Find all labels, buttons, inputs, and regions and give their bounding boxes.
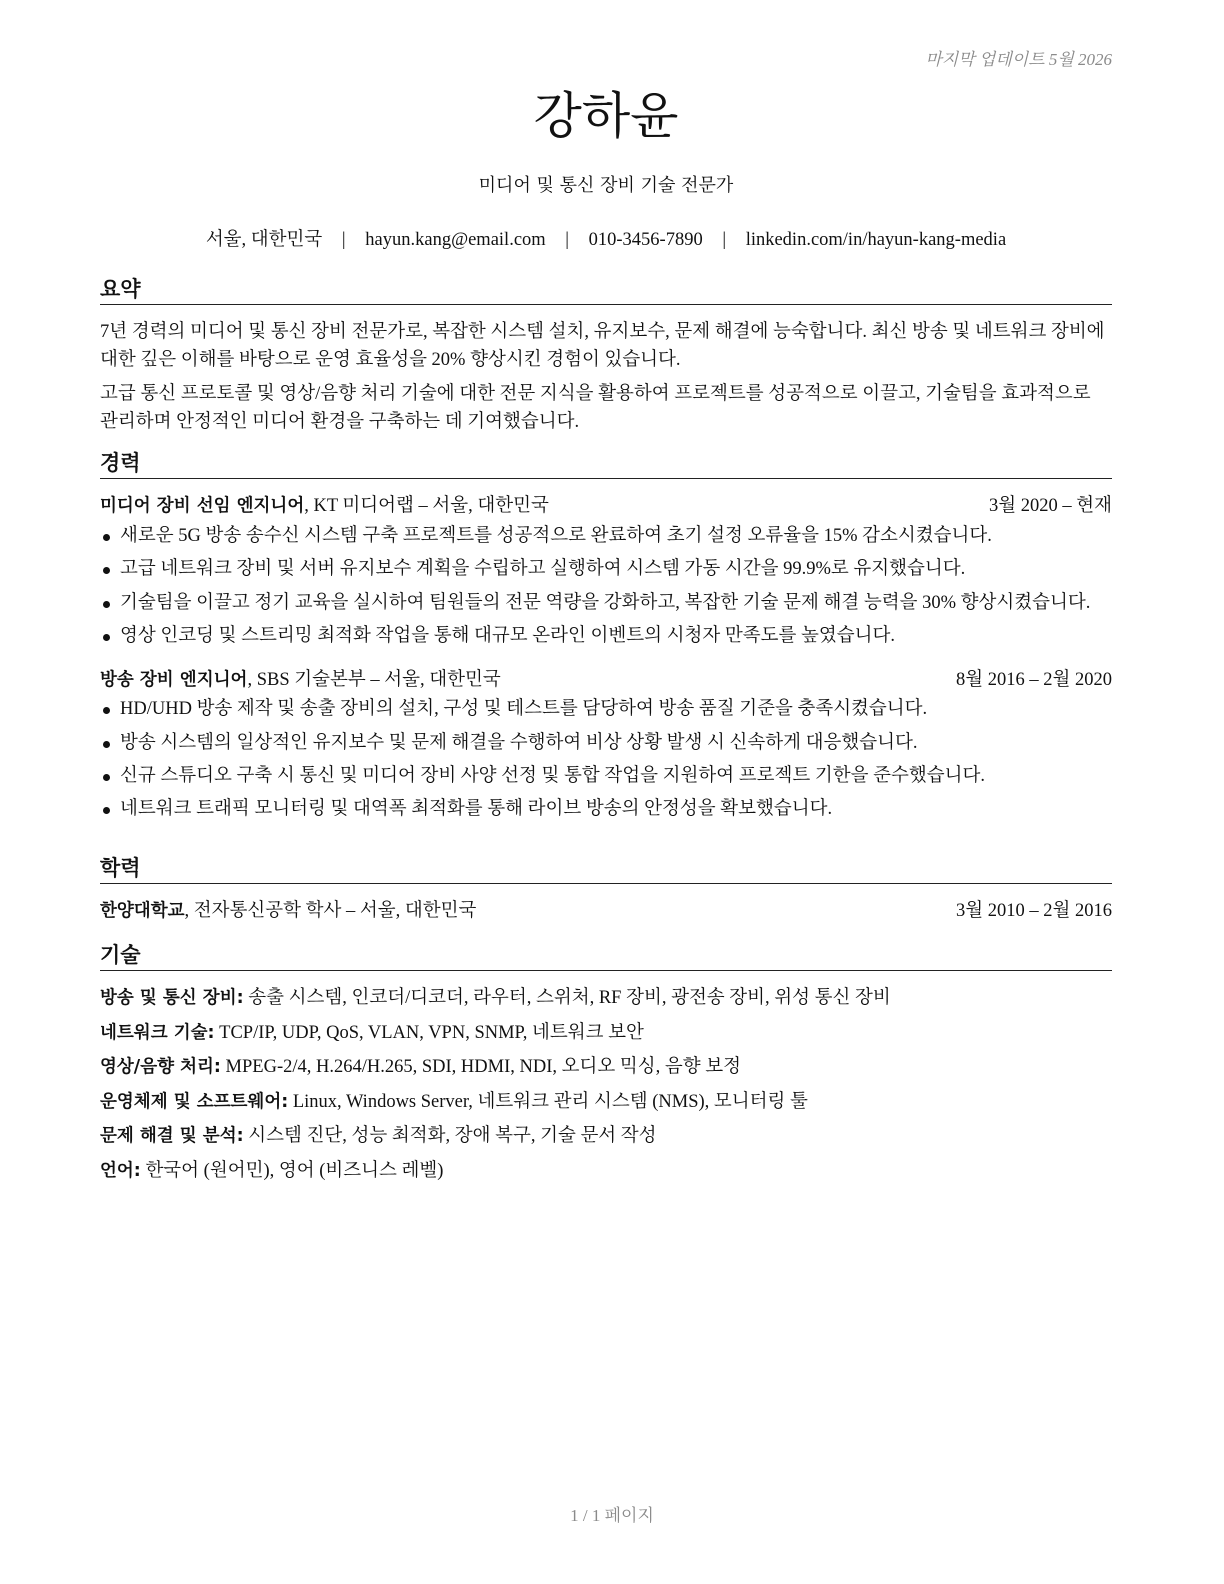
skill-value: Linux, Windows Server, 네트워크 관리 시스템 (NMS), 모니터링 툴 xyxy=(292,1091,808,1112)
job-bullet: 고급 네트워크 장비 및 서버 유지보수 계획을 수립하고 실행하여 시스템 가동 시간을 99.9%로 유지했습니다. xyxy=(100,556,1112,584)
skill-row xyxy=(100,985,1112,1013)
skill-value: TCP/IP, UDP, QoS, VLAN, VPN, SNMP, 네트워크 보안 xyxy=(219,1022,644,1043)
skill-row xyxy=(100,1123,1112,1151)
job-org: , SBS 기술본부 – 서울, 대한민국 xyxy=(247,669,501,690)
section-title-skills: 기술 xyxy=(100,942,1112,971)
contact-email[interactable]: hayun.kang@email.com xyxy=(365,230,546,250)
skill-row xyxy=(100,1089,1112,1117)
skill-label: 운영체제 및 소프트웨어: xyxy=(100,1091,289,1112)
job-entry xyxy=(100,493,1112,650)
page-indicator: 1 / 1 페이지 xyxy=(570,1506,654,1525)
education-detail: , 전자통신공학 학사 – 서울, 대한민국 xyxy=(184,901,477,922)
section-title-education: 학력 xyxy=(100,855,1112,884)
skill-label: 언어: xyxy=(100,1160,141,1181)
education-entry xyxy=(100,898,1112,926)
skill-value: 한국어 (원어민), 영어 (비즈니스 레벨) xyxy=(145,1160,444,1181)
job-bullet: 네트워크 트래픽 모니터링 및 대역폭 최적화를 통해 라이브 방송의 안정성을 확보했습니다. xyxy=(100,796,1112,824)
skill-value: MPEG-2/4, H.264/H.265, SDI, HDMI, NDI, 오디오 믹싱, 음향 보정 xyxy=(225,1057,741,1078)
summary-paragraph: 고급 통신 프로토콜 및 영상/음향 처리 기술에 대한 전문 지식을 활용하여 프로젝트를 성공적으로 이끌고, 기술팀을 효과적으로 관리하며 안정적인 미디어 환경을 구축하는 데 기여했습니다. xyxy=(100,383,1091,432)
contact-separator: | xyxy=(722,230,727,250)
skill-label: 방송 및 통신 장비: xyxy=(100,988,244,1009)
skill-row xyxy=(100,1020,1112,1048)
job-header xyxy=(100,667,1112,695)
skill-row xyxy=(100,1158,1112,1186)
skill-label: 문제 해결 및 분석: xyxy=(100,1126,244,1147)
job-bullet: HD/UHD 방송 제작 및 송출 장비의 설치, 구성 및 테스트를 담당하여 방송 품질 기준을 충족시켰습니다. xyxy=(100,696,1112,724)
contact-linkedin[interactable]: linkedin.com/in/hayun-kang-media xyxy=(745,230,1007,250)
job-role: 미디어 장비 선임 엔지니어 xyxy=(100,496,305,517)
summary-paragraph: 7년 경력의 미디어 및 통신 장비 전문가로, 복잡한 시스템 설치, 유지보수, 문제 해결에 능숙합니다. 최신 방송 및 네트워크 장비에 대한 깊은 이해를 바탕으로 운영 효율성을 20% 향상시킨 경험이 있습니다. xyxy=(100,322,1105,370)
contact-separator: | xyxy=(565,230,570,250)
resume-page xyxy=(100,0,1112,1584)
job-role: 방송 장비 엔지니어 xyxy=(100,669,248,690)
candidate-name: 강하윤 xyxy=(533,87,679,145)
job-bullet: 영상 인코딩 및 스트리밍 최적화 작업을 통해 대규모 온라인 이벤트의 시청자 만족도를 높였습니다. xyxy=(100,623,1112,651)
education-title-line xyxy=(100,898,476,926)
job-bullet: 방송 시스템의 일상적인 유지보수 및 문제 해결을 수행하여 비상 상황 발생 시 신속하게 대응했습니다. xyxy=(100,730,1112,758)
job-dates: 8월 2016 – 2월 2020 xyxy=(956,669,1112,690)
job-bullets xyxy=(100,696,1112,824)
job-org: , KT 미디어랩 – 서울, 대한민국 xyxy=(304,496,549,517)
skill-row xyxy=(100,1054,1112,1082)
job-bullet: 새로운 5G 방송 송수신 시스템 구축 프로젝트를 성공적으로 완료하여 초기 설정 오류율을 15% 감소시켰습니다. xyxy=(100,523,1112,551)
summary-section xyxy=(100,276,1112,442)
education-school: 한양대학교 xyxy=(100,901,185,922)
contact-phone: 010-3456-7890 xyxy=(588,230,703,250)
skill-label: 네트워크 기술: xyxy=(100,1022,215,1043)
job-bullet: 신규 스튜디오 구축 시 통신 및 미디어 장비 사양 선정 및 통합 작업을 지원하여 프로젝트 기한을 준수했습니다. xyxy=(100,763,1112,791)
job-bullets xyxy=(100,523,1112,651)
job-entry xyxy=(100,667,1112,824)
job-title-line xyxy=(100,493,549,521)
job-bullet: 기술팀을 이끌고 정기 교육을 실시하여 팀원들의 전문 역량을 강화하고, 복잡한 기술 문제 해결 능력을 30% 향상시켰습니다. xyxy=(100,590,1112,618)
skills-section xyxy=(100,942,1112,1193)
job-dates: 3월 2020 – 현재 xyxy=(989,496,1112,517)
section-title-experience: 경력 xyxy=(100,450,1112,479)
education-section xyxy=(100,855,1112,926)
candidate-headline: 미디어 및 통신 장비 기술 전문가 xyxy=(478,175,734,196)
contact-separator: | xyxy=(341,230,346,250)
contact-line xyxy=(100,225,1112,251)
skill-value: 시스템 진단, 성능 최적화, 장애 복구, 기술 문서 작성 xyxy=(248,1126,657,1147)
job-header xyxy=(100,493,1112,521)
skill-label: 영상/음향 처리: xyxy=(100,1057,221,1078)
last-updated: 마지막 업데이트 5월 2026 xyxy=(925,50,1112,69)
section-title-summary: 요약 xyxy=(100,276,1112,305)
job-title-line xyxy=(100,667,501,695)
contact-location: 서울, 대한민국 xyxy=(205,230,323,250)
experience-section xyxy=(100,450,1112,829)
education-dates: 3월 2010 – 2월 2016 xyxy=(956,901,1112,922)
skill-value: 송출 시스템, 인코더/디코더, 라우터, 스위처, RF 장비, 광전송 장비, 위성 통신 장비 xyxy=(248,988,891,1009)
